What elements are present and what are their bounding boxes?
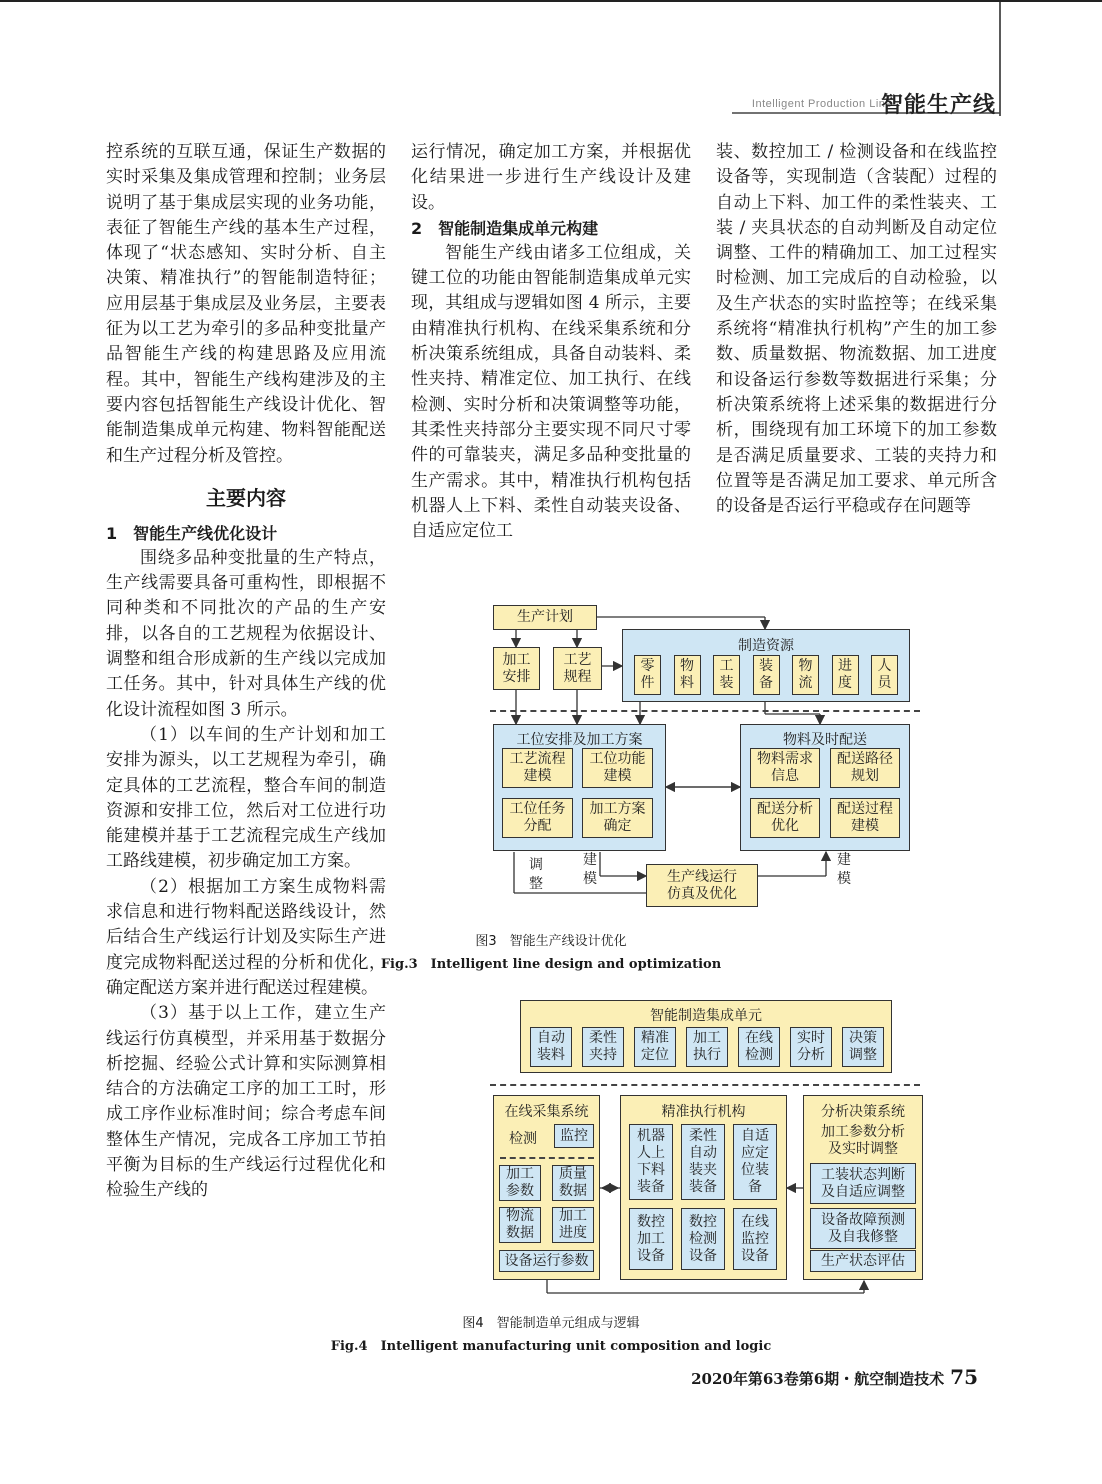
simulation-box: 生产线运行 仿真及优化 <box>646 864 758 907</box>
paragraph: 装、数控加工 / 检测设备和在线监控设备等，实现制造（含装配）过程的自动上下料、加工件的柔性装夹、工装 / 夹具状态的自动判断及自动定位调整、工件的精确加工、加工过程实时检测、加工完成后的自动检验，以及生产状态的实时监控等；在线采集系统将“精准执行机构”产生的加工参数、质量数据、物流数据、加工进度和设备运行参数等数据进行采集；分析决策系统将上述采集的数据进行分析，围绕现有加工环境下的加工参数是否满足质量要求、工装的夹持力和位置等是否满足加工要求、单元所含的设备是否运行平稳或存在问题等 <box>716 142 997 517</box>
decision-box: 工装状态判断 及自适应调整 <box>810 1163 916 1204</box>
collect-box: 加工 进度 <box>552 1207 594 1243</box>
process-spec-box: 工艺 规程 <box>553 647 602 690</box>
section-title: 主要内容 <box>206 485 286 510</box>
divider-dashed <box>500 1157 594 1159</box>
detect-label: 检测 <box>509 1131 537 1147</box>
paragraph: （2）根据加工方案生成物料需求信息和进行物料配送路线设计，然后结合生产线运行计划及实际生产进度完成物料配送过程的分析和优化，确定配送方案并进行配送过程建模。 <box>106 876 386 998</box>
paragraph: （1）以车间的生产计划和加工安排为源头，以工艺规程为牵引，确定具体的工艺流程，整合车间的制造资源和安排工位，然后对工位进行功能建模并基于工艺流程完成生产线加工路线建模，初步确定加工方案。 <box>106 724 386 872</box>
precise-execution-title: 精准执行机构 <box>661 1104 746 1120</box>
material-box: 配送过程 建模 <box>830 798 900 838</box>
subsection-title: 1 智能生产线优化设计 <box>106 523 278 543</box>
material-delivery-title: 物料及时配送 <box>783 732 867 748</box>
running-head-cn: 智能生产线 <box>880 93 996 118</box>
equipment-param-box: 设备运行参数 <box>499 1250 594 1272</box>
resource-box: 零 件 <box>634 655 661 695</box>
model-label: 建 模 <box>837 852 851 887</box>
model-label: 建 模 <box>583 852 597 887</box>
figure-3-caption-cn: 图3 智能生产线设计优化 <box>475 934 627 949</box>
decision-system-title: 分析决策系统 <box>821 1104 905 1120</box>
paragraph: （3）基于以上工作，建立生产线运行仿真模型，并采用基于数据分析挖掘、经验公式计算和实际测算相结合的方法确定工序的加工工时，形成工序作业标准时间；综合考虑车间整体生产情况，完成各工序加工节拍平衡为目标的生产线运行过程优化和检验生产线的 <box>106 1003 386 1201</box>
collect-box: 物流 数据 <box>499 1207 541 1243</box>
monitor-box: 监控 <box>554 1124 594 1148</box>
resource-box: 工 装 <box>713 655 740 695</box>
unit-function-box: 实时 分析 <box>790 1027 832 1067</box>
material-box: 配送分析 优化 <box>750 798 820 838</box>
journal-info: 2020年第63卷第6期・航空制造技术 <box>691 1370 945 1388</box>
collect-box: 质量 数据 <box>552 1165 594 1201</box>
figure-3-caption-en: Fig.3 Intelligent line design and optimization <box>380 957 722 972</box>
figure-4-caption-cn: 图4 智能制造单元组成与逻辑 <box>462 1316 640 1331</box>
processing-arrangement-box: 加工 安排 <box>493 647 540 690</box>
station-arrangement-title: 工位安排及加工方案 <box>516 732 643 748</box>
unit-function-box: 柔性 夹持 <box>582 1027 624 1067</box>
execution-box: 数控 加工 设备 <box>629 1208 673 1270</box>
resource-box: 装 备 <box>753 655 780 695</box>
running-head-en: Intelligent Production Line <box>751 98 892 110</box>
paragraph: 控系统的互联互通，保证生产数据的实时采集及集成管理和控制；业务层说明了基于集成层实现的业务功能，表征了智能生产线的基本生产过程，体现了“状态感知、实时分析、自主决策、精准执行”的智能制造特征；应用层基于集成层及业务层，主要表征为以工艺为牵引的多品种变批量产品智能生产线的构建思路及应用流程。其中，智能生产线构建涉及的主要内容包括智能生产线设计优化、智能制造集成单元构建、物料智能配送和生产过程分析及管控。 <box>106 142 386 466</box>
decision-subtitle: 加工参数分析 及实时调整 <box>821 1124 905 1157</box>
figure-4-caption-en: Fig.4 Intelligent manufacturing unit composition and logic <box>330 1339 772 1354</box>
adjust-label: 调 整 <box>529 857 543 892</box>
decision-box: 生产状态评估 <box>810 1250 916 1272</box>
station-box: 工位功能 建模 <box>582 748 653 788</box>
paragraph: 智能生产线由诸多工位组成，关键工位的功能由智能制造集成单元实现，其组成与逻辑如图 4 所示，主要由精准执行机构、在线采集系统和分析决策系统组成，具备自动装料、柔性夹持、精准定位、加工执行、在线检测、实时分析和决策调整等功能，其柔性夹持部分主要实现不同尺寸零件的可靠装夹，满足多品种变批量的生产需求。其中，精准执行机构包括机器人上下料、柔性自动装夹设备、自适应定位工 <box>411 242 691 542</box>
material-box: 物料需求 信息 <box>750 748 820 788</box>
subsection-title: 2 智能制造集成单元构建 <box>411 218 599 238</box>
manufacturing-resources-title: 制造资源 <box>738 638 794 654</box>
paragraph: 围绕多品种变批量的生产特点，生产线需要具备可重构性，即根据不同种类和不同批次的产品的生产安排，以各自的工艺规程为依据设计、调整和组合形成新的生产线以完成加工任务。其中，针对具体生产线的优化设计流程如图 3 所示。 <box>106 547 386 720</box>
station-box: 加工方案 确定 <box>582 798 653 838</box>
material-box: 配送路径 规划 <box>830 748 900 788</box>
page-number: 75 <box>950 1365 978 1389</box>
page-footer <box>691 1365 978 1389</box>
execution-box: 在线 监控 设备 <box>733 1208 777 1270</box>
resource-box: 进 度 <box>832 655 859 695</box>
paragraph: 运行情况，确定加工方案，并根据优化结果进一步进行生产线设计及建设。 <box>411 142 691 213</box>
execution-box: 数控 检测 设备 <box>681 1208 725 1270</box>
execution-box: 柔性 自动 装夹 装备 <box>681 1124 725 1200</box>
execution-box: 机器 人上 下料 装备 <box>629 1124 673 1200</box>
decision-box: 设备故障预测 及自我修整 <box>810 1208 916 1249</box>
unit-function-box: 在线 检测 <box>738 1027 780 1067</box>
station-box: 工艺流程 建模 <box>502 748 573 788</box>
station-box: 工位任务 分配 <box>502 798 573 838</box>
unit-function-box: 决策 调整 <box>842 1027 884 1067</box>
divider-dashed <box>490 1084 920 1086</box>
production-plan-box: 生产计划 <box>493 605 597 630</box>
collect-box: 加工 参数 <box>499 1165 541 1201</box>
resource-box: 物 流 <box>792 655 819 695</box>
execution-box: 自适 应定 位装 备 <box>733 1124 777 1200</box>
unit-function-box: 加工 执行 <box>686 1027 728 1067</box>
unit-function-box: 精准 定位 <box>634 1027 676 1067</box>
resource-box: 物 料 <box>674 655 701 695</box>
online-collection-title: 在线采集系统 <box>504 1104 589 1120</box>
unit-function-box: 自动 装料 <box>530 1027 572 1067</box>
integrated-unit-title: 智能制造集成单元 <box>650 1008 762 1024</box>
resource-box: 人 员 <box>871 655 898 695</box>
